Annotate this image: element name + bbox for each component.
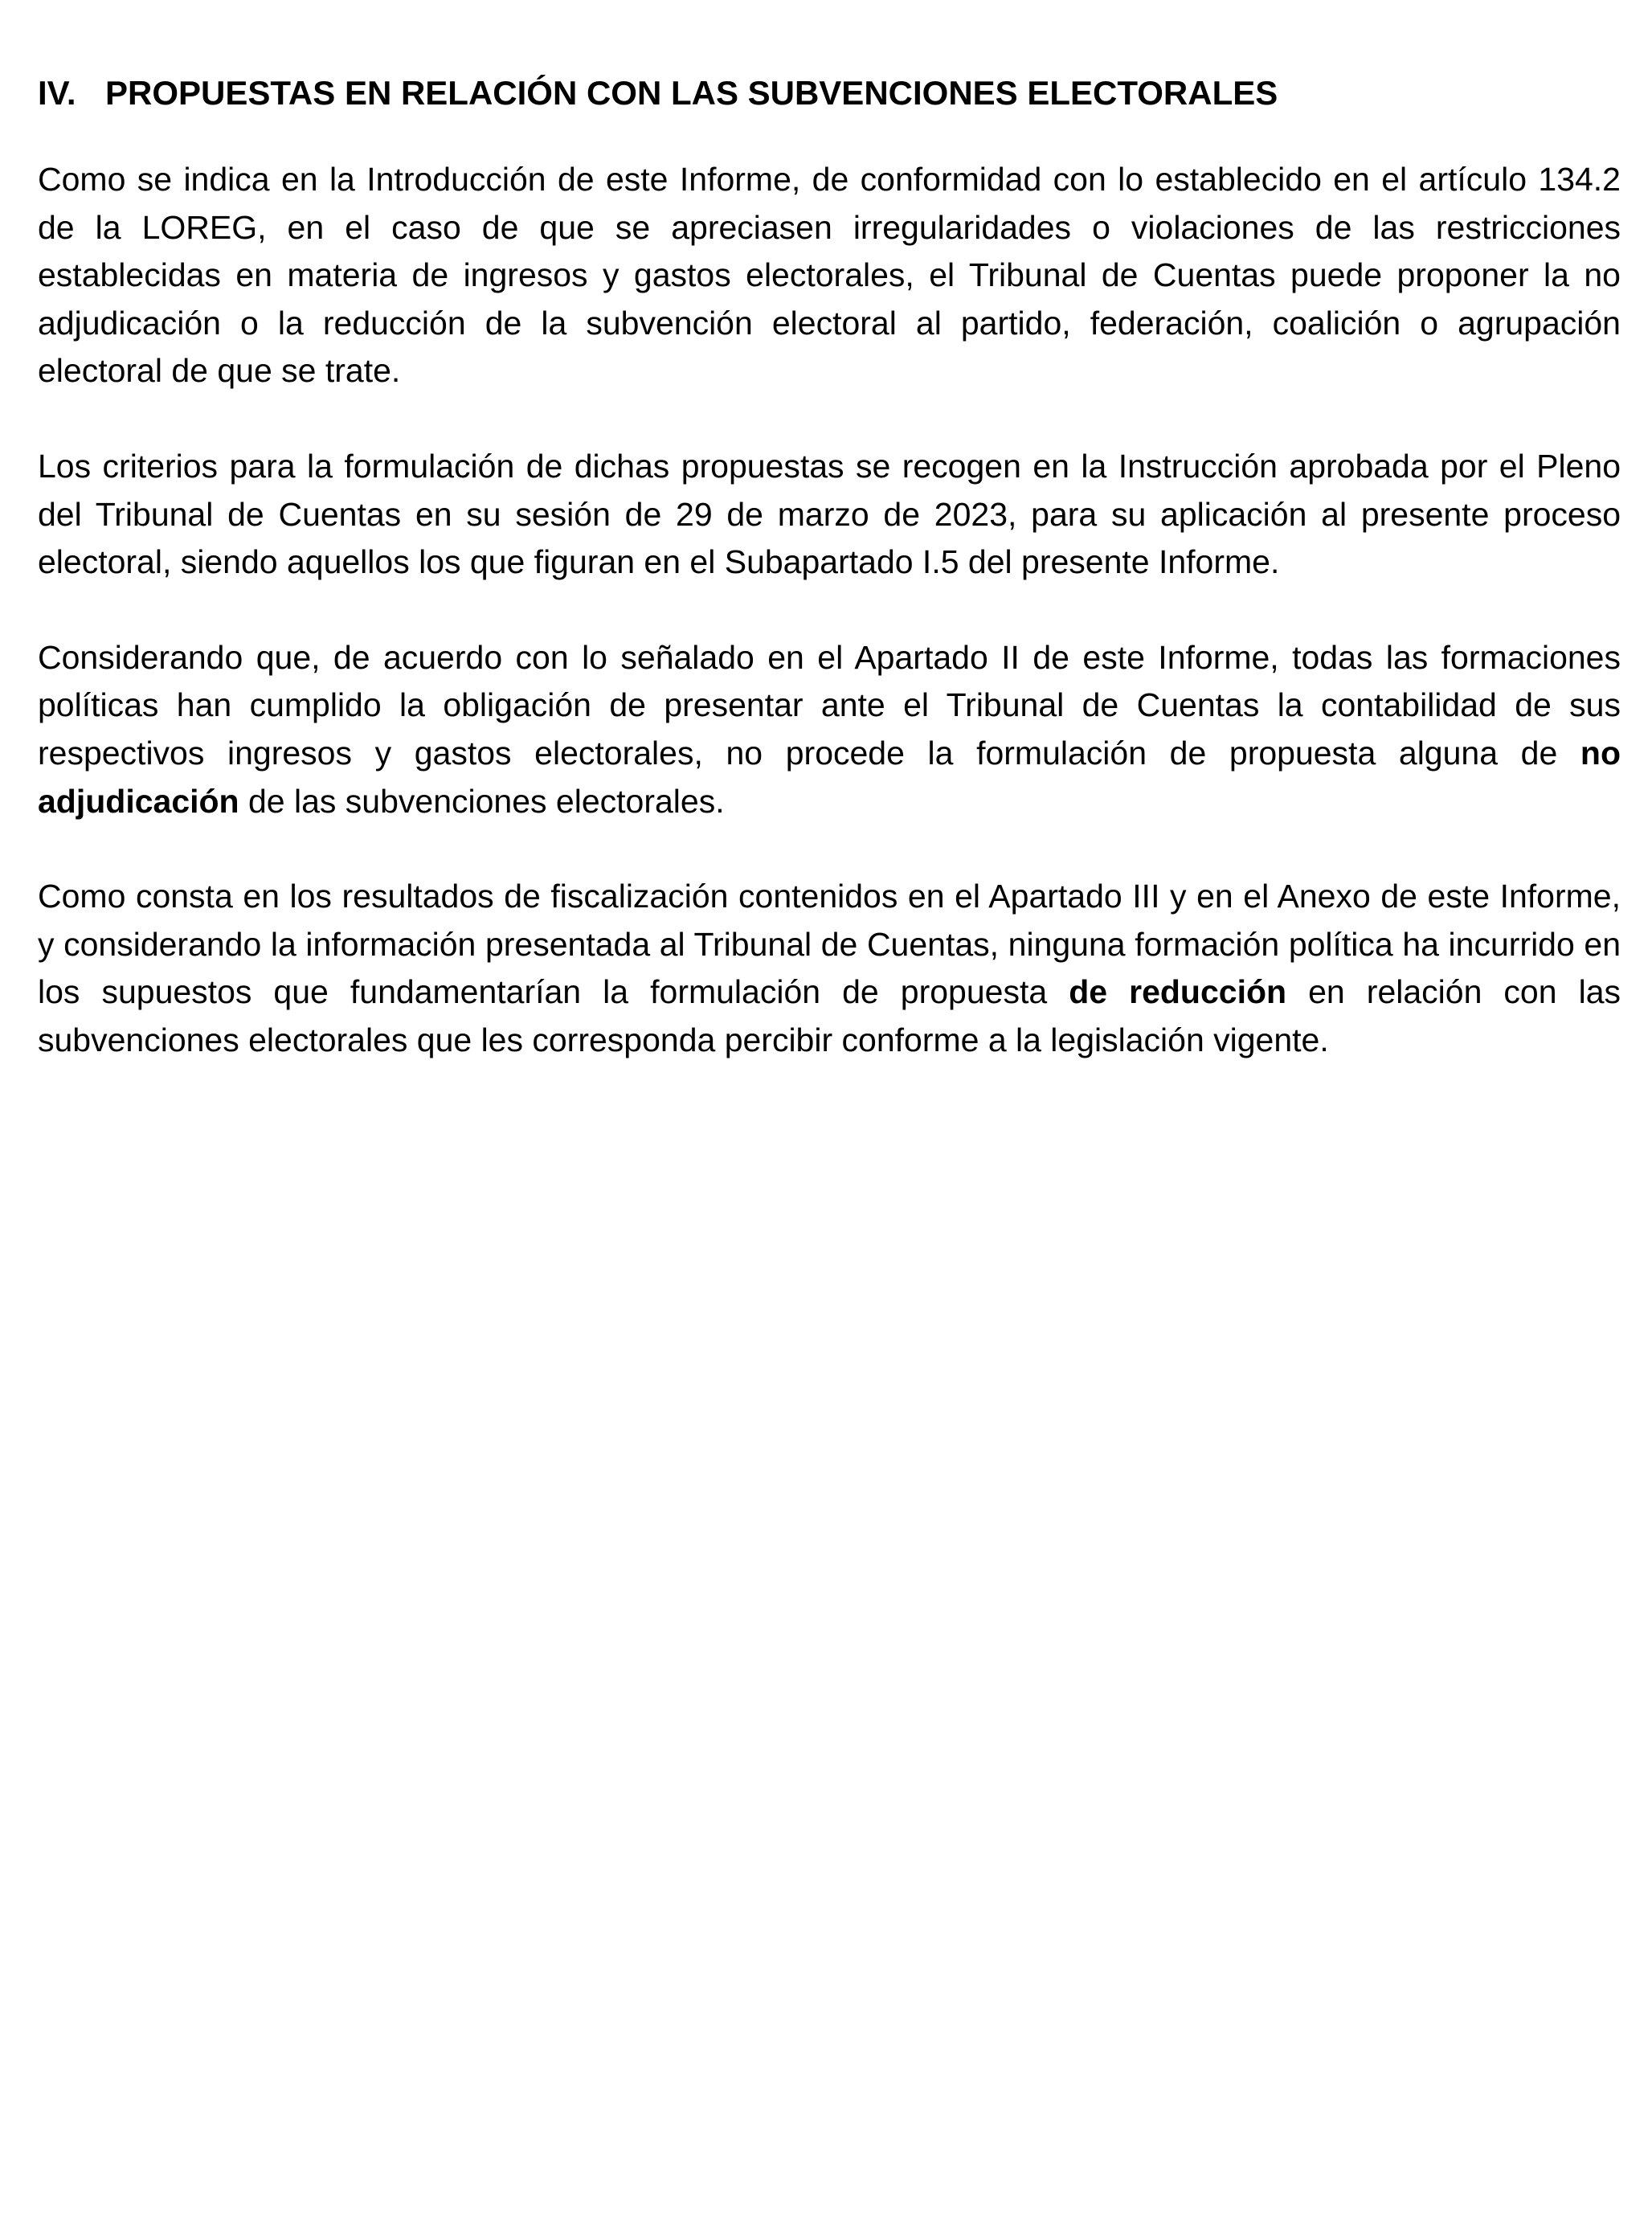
paragraph-4-text-start: Como consta en los resultados de fiscalización contenidos en el Apartado III y en el Anexo de este Informe, y considerando la información presentada al Tribunal de Cuentas, ninguna formación política ha incurrido en los supuestos que fundamentarían la formulación de propuesta — [38, 878, 1621, 1011]
paragraph-3-bold-term: no adjudicación — [38, 734, 1621, 820]
section-number: IV. — [38, 74, 76, 112]
document-page — [38, 69, 1621, 1112]
paragraph-3 — [38, 634, 1621, 825]
paragraph-1: Como se indica en la Introducción de este Informe, de conformidad con lo establecido en el artículo 134.2 de la LOREG, en el caso de que se apreciasen irregularidades o violaciones de las restricciones establecidas en materia de ingresos y gastos electorales, el Tribunal de Cuentas puede proponer la no adjudicación o la reducción de la subvención electoral al partido, federación, coalición o agrupación electoral de que se trate. — [38, 161, 1621, 390]
paragraph-3-text-end: de las subvenciones electorales. — [239, 782, 725, 820]
section-title: PROPUESTAS EN RELACIÓN CON LAS SUBVENCIONES ELECTORALES — [105, 74, 1278, 112]
paragraph-3-text-start: Considerando que, de acuerdo con lo señalado en el Apartado II de este Informe, todas las formaciones políticas han cumplido la obligación de presentar ante el Tribunal de Cuentas la contabilidad de sus respectivos ingresos y gastos electorales, no procede la formulación de propuesta alguna de — [38, 638, 1621, 772]
paragraph-2: Los criterios para la formulación de dichas propuestas se recogen en la Instrucción aprobada por el Pleno del Tribunal de Cuentas en su sesión de 29 de marzo de 2023, para su aplicación al presente proceso electoral, siendo aquellos los que figuran en el Subapartado I.5 del presente Informe. — [38, 447, 1621, 581]
paragraph-4 — [38, 873, 1621, 1064]
paragraph-4-text-end: en relación con las subvenciones electorales que les corresponda percibir conforme a la legislación vigente. — [38, 973, 1621, 1058]
section-heading — [38, 69, 1621, 117]
paragraph-4-bold-term: de reducción — [1069, 973, 1287, 1011]
